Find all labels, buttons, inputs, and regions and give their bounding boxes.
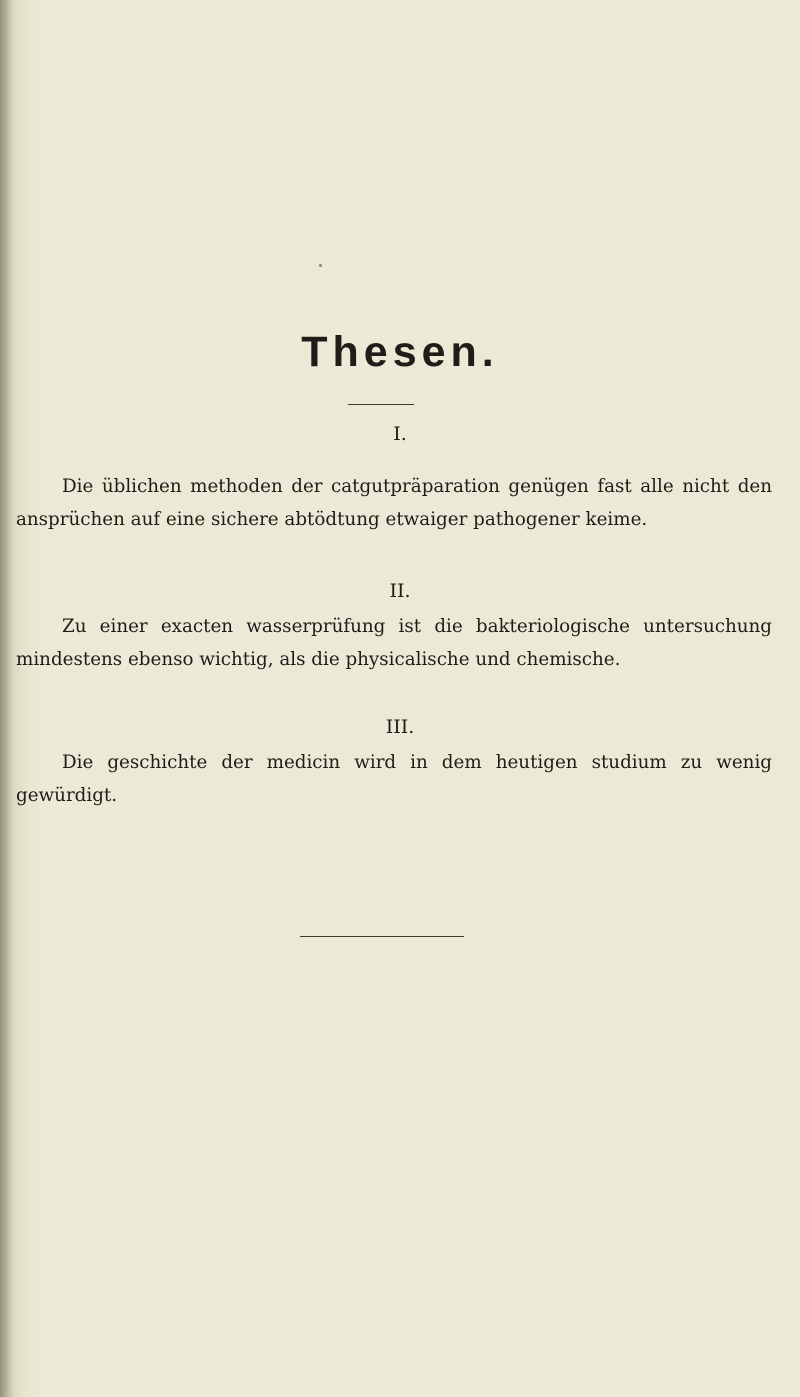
thesis-3-text bbox=[16, 746, 772, 812]
title-divider bbox=[348, 404, 414, 405]
thesis-3-body: Die geschichte der medicin wird in dem heutigen studium zu wenig gewürdigt. bbox=[16, 752, 772, 806]
page-gutter-shadow bbox=[0, 0, 14, 1397]
thesis-1-text bbox=[16, 470, 772, 536]
thesis-3-numeral: III. bbox=[385, 716, 415, 738]
thesis-2-body: Zu einer exacten wasserprüfung ist die bakteriologische untersuchung mindestens ebenso wichtig, als die physicalische und chemische. bbox=[16, 616, 772, 670]
print-speck bbox=[319, 264, 322, 267]
thesis-1-body: Die üblichen methoden der catgutpräparation genügen fast alle nicht den ansprüchen auf eine sichere abtödtung etwaiger pathogener keime. bbox=[16, 476, 772, 530]
end-divider bbox=[300, 936, 464, 937]
page-title: Thesen. bbox=[301, 328, 499, 376]
thesis-2-numeral: II. bbox=[389, 580, 411, 602]
thesis-1-numeral: I. bbox=[393, 423, 407, 445]
thesis-2-text bbox=[16, 610, 772, 676]
